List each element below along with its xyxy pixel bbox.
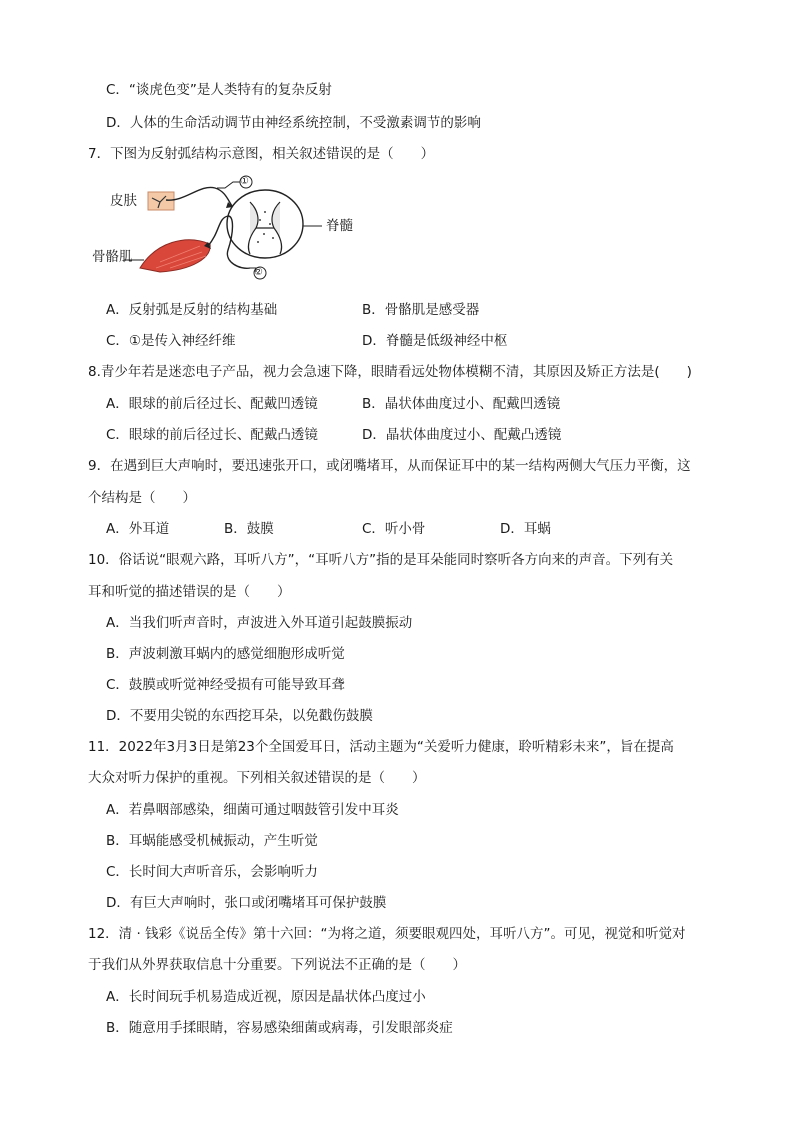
spinal-cord-outline: [227, 190, 303, 258]
dot: [264, 211, 266, 213]
q9-option-d: D．耳蜗: [500, 521, 551, 537]
q7-option-b: B．骨骼肌是感受器: [362, 302, 480, 318]
q10-option-d: D．不要用尖锐的东西挖耳朵，以免戳伤鼓膜: [106, 708, 373, 724]
q12-option-b: B．随意用手揉眼睛，容易感染细菌或病毒，引发眼部炎症: [106, 1020, 453, 1036]
q7-option-a: A．反射弧是反射的结构基础: [106, 302, 278, 318]
q8-option-b: B．晶状体曲度过小、配戴凹透镜: [362, 396, 561, 412]
q10-option-a: A．当我们听声音时，声波进入外耳道引起鼓膜振动: [106, 615, 413, 631]
q9-stem-line2: 个结构是（ ）: [88, 490, 196, 506]
q6-option-c: C．“谈虎色变”是人类特有的复杂反射: [106, 82, 332, 98]
q7-option-d: D．脊髓是低级神经中枢: [362, 333, 508, 349]
q9-option-c: C．听小骨: [362, 521, 426, 537]
q11-option-a: A．若鼻咽部感染，细菌可通过咽鼓管引发中耳炎: [106, 802, 399, 818]
q11-option-d: D．有巨大声响时，张口或闭嘴堵耳可保护鼓膜: [106, 895, 387, 911]
q10-stem-line1: 10．俗话说“眼观六路，耳听八方”，“耳听八方”指的是耳朵能同时察听各方向来的声音。下列有关: [88, 552, 674, 568]
mark1-leader: [217, 182, 240, 188]
afferent-nerve-path: [166, 187, 232, 206]
q10-stem-line2: 耳和听觉的描述错误的是（ ）: [88, 584, 291, 600]
skin-label: 皮肤: [110, 193, 137, 209]
q12-option-a: A．长时间玩手机易造成近视，原因是晶状体凸度过小: [106, 989, 426, 1005]
q7-stem: 7．下图为反射弧结构示意图，相关叙述错误的是（ ）: [88, 146, 435, 162]
dot: [272, 237, 274, 239]
q11-stem-line2: 大众对听力保护的重视。下列相关叙述错误的是（ ）: [88, 770, 426, 786]
q7-option-c: C．①是传入神经纤维: [106, 333, 236, 349]
q9-option-a: A．外耳道: [106, 521, 170, 537]
q11-option-c: C．长时间大声听音乐，会影响听力: [106, 864, 318, 880]
q8-stem: 8.青少年若是迷恋电子产品，视力会急速下降，眼睛看远处物体模糊不清，其原因及矫正方法是( ): [88, 364, 692, 380]
q10-option-c: C．鼓膜或听觉神经受损有可能导致耳聋: [106, 677, 345, 693]
q9-stem-line1: 9．在遇到巨大声响时，要迅速张开口，或闭嘴堵耳，从而保证耳中的某一结构两侧大气压力平衡，这: [88, 458, 691, 474]
dot: [263, 233, 265, 235]
q12-stem-line1: 12．清 · 钱彩《说岳全传》第十六回：“为将之道，须要眼观四处，耳听八方”。可见，视觉和听觉对: [88, 926, 686, 942]
q6-option-d: D．人体的生命活动调节由神经系统控制，不受激素调节的影响: [106, 115, 481, 131]
muscle-label: 骨骼肌: [92, 249, 133, 265]
q9-option-b: B．鼓膜: [224, 521, 274, 537]
reflex-arc-figure: [92, 172, 380, 280]
mark1-label: ①: [240, 176, 249, 187]
spinal-cord-label: 脊髓: [326, 218, 353, 234]
q10-option-b: B．声波刺激耳蜗内的感觉细胞形成听觉: [106, 646, 345, 662]
q11-stem-line1: 11．2022年3月3日是第23个全国爱耳日，活动主题为“关爱听力健康，聆听精彩未来”，旨在提高: [88, 739, 674, 755]
q11-option-b: B．耳蜗能感受机械振动，产生听觉: [106, 833, 318, 849]
q8-option-c: C．眼球的前后径过长、配戴凸透镜: [106, 427, 318, 443]
q12-stem-line2: 于我们从外界获取信息十分重要。下列说法不正确的是（ ）: [88, 957, 466, 973]
q8-option-a: A．眼球的前后径过长、配戴凹透镜: [106, 396, 318, 412]
mark2-label: ②: [254, 267, 263, 278]
q8-option-d: D．晶状体曲度过小、配戴凸透镜: [362, 427, 562, 443]
dot: [257, 241, 259, 243]
dot: [269, 223, 271, 225]
dot: [259, 219, 261, 221]
